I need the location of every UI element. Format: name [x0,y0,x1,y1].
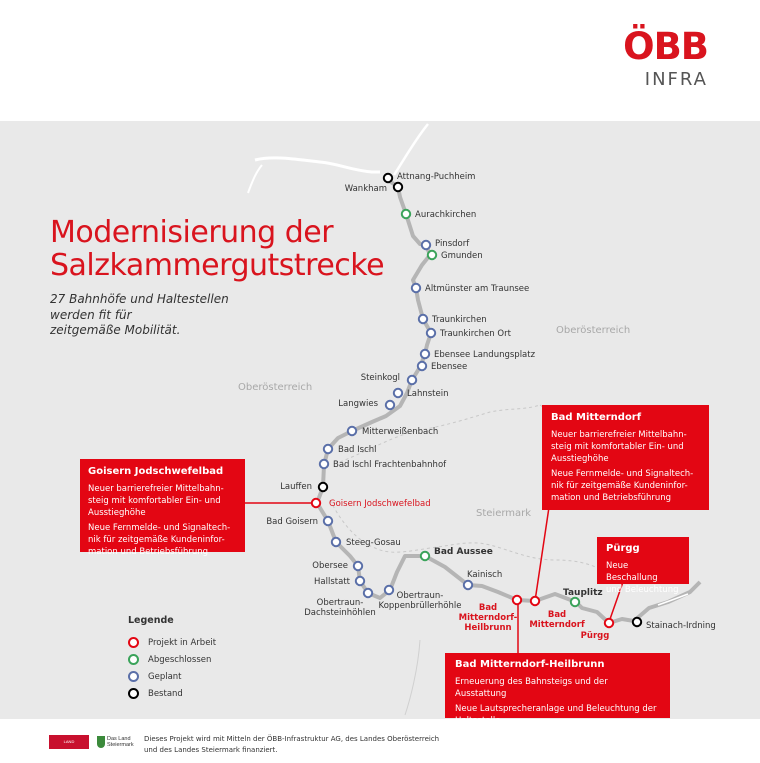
station-label: Tauplitz [563,588,603,598]
station-marker[interactable] [364,589,372,597]
land-steiermark-logo [97,736,134,748]
legend-item [128,668,216,685]
road-line [248,165,262,193]
info-box-goisern[interactable] [80,459,245,557]
funding-logos [49,735,134,758]
station-label: Mitterweißenbach [362,427,439,437]
info-box-puergg[interactable] [597,537,689,595]
station-label: Obersee [312,561,348,571]
station-marker[interactable] [428,251,436,259]
info-box-line: Neue Beschallung und Beleuchtung [606,561,679,595]
station-label: Traunkirchen [432,315,487,325]
info-box-title: Goisern Jodschwefelbad [88,466,224,477]
legend-item [128,685,216,702]
map-subtitle: 27 Bahnhöfe und Haltestellen werden fit für zeitgemäße Mobilität. [50,292,229,337]
station-marker[interactable] [421,350,429,358]
river-line [405,640,420,715]
station-marker[interactable] [385,586,393,594]
station-marker[interactable] [394,389,402,397]
info-box-line: Neue Lautsprecheranlage und Beleuchtung der Haltestelle [455,704,657,726]
road-line [394,124,428,175]
station-marker[interactable] [402,210,410,218]
info-box-title: Pürgg [606,543,640,554]
station-marker[interactable] [386,401,394,409]
station-marker[interactable] [319,483,327,491]
legend-marker [128,654,139,665]
station-label: Gmunden [441,251,483,261]
legend-label: Abgeschlossen [148,654,212,665]
station-label: Obertraun-Dachsteinhöhlen [304,598,376,618]
legend-title: Legende [128,615,174,626]
station-label: Lauffen [280,482,312,492]
station-marker[interactable] [531,597,539,605]
legend [128,615,216,702]
station-marker[interactable] [427,329,435,337]
legend-item [128,634,216,651]
region-label-oberoesterreich-west: Oberösterreich [238,382,313,393]
station-label: Attnang-Puchheim [397,172,476,182]
station-label-red: Pürgg [580,631,610,641]
station-label: Langwies [338,399,378,409]
station-label: Bad Ischl [338,445,377,455]
station-label: Kainisch [467,570,503,580]
info-box-bad-mitterndorf[interactable] [542,405,709,510]
station-label-red: Bad Mitterndorf-Heilbrunn [458,603,518,633]
legend-label: Geplant [148,671,182,682]
station-label: Wankham [344,184,387,194]
road-line [255,158,380,172]
station-marker[interactable] [412,284,420,292]
station-label: Pinsdorf [435,239,470,249]
info-box-heilbrunn[interactable] [445,653,670,726]
station-label: Goisern Jodschwefelbad [329,499,431,509]
station-marker[interactable] [513,596,521,604]
info-box-line: Neuer barrierefreier Mittelbahn- steig mit komfortabler Ein- und Ausstieghöhe [551,430,687,464]
funding-note: Dieses Projekt wird mit Mitteln der ÖBB-Infrastruktur AG, des Landes Oberösterreich und des Landes Steiermark finanziert. [144,735,440,754]
legend-marker [128,637,139,648]
station-marker[interactable] [324,445,332,453]
station-label: Altmünster am Traunsee [425,284,530,294]
info-box-line: Neuer barrierefreier Mittelbahn- steig mit komfortabler Ein- und Ausstieghöhe [88,484,224,518]
region-label-steiermark: Steiermark [476,508,532,519]
steiermark-crest-icon [97,736,105,748]
station-marker[interactable] [605,619,613,627]
station-label: Obertraun-Koppenbrüllerhöhle [378,591,462,611]
station-marker[interactable] [312,499,320,507]
station-marker[interactable] [408,376,416,384]
info-box-line: Neue Fernmelde- und Signaltech- nik für zeitgemäße Kundeninfor- mation und Betriebsführung [551,469,694,503]
steiermark-logo-text: Das Land Steiermark [107,736,134,748]
station-marker[interactable] [571,598,579,606]
station-label: Ebensee Landungsplatz [434,350,536,360]
land-ooe-logo: LAND OBERÖSTERREICH [49,735,89,749]
legend-marker [128,688,139,699]
station-marker[interactable] [418,362,426,370]
station-marker[interactable] [394,183,402,191]
station-marker[interactable] [384,174,392,182]
station-label: Bad Ischl Frachtenbahnhof [333,460,447,470]
station-marker[interactable] [332,538,340,546]
station-marker[interactable] [421,552,429,560]
station-label: Bad Aussee [434,547,493,557]
station-label: Traunkirchen Ort [440,329,511,339]
station-marker[interactable] [464,581,472,589]
station-label: Hallstatt [314,577,350,587]
info-box-line: Erneuerung des Bahnsteigs und der Ausstattung [455,677,608,699]
logo-sub: INFRA [644,69,708,90]
map-title: Modernisierung der Salzkammergutstrecke [50,215,385,283]
station-label: Steeg-Gosau [346,538,401,548]
info-box-title: Bad Mitterndorf-Heilbrunn [455,659,605,670]
legend-marker [128,671,139,682]
logo-word: ÖBB [623,25,708,68]
station-marker[interactable] [633,618,641,626]
station-marker[interactable] [419,315,427,323]
station-label: Lahnstein [407,389,449,399]
info-box-line: Neue Fernmelde- und Signaltech- nik für zeitgemäße Kundeninfor- mation und Betriebsführung [88,523,231,557]
station-marker[interactable] [320,460,328,468]
legend-label: Bestand [148,688,183,699]
station-marker[interactable] [356,577,364,585]
station-marker[interactable] [324,517,332,525]
station-label-red: Bad Mitterndorf [529,610,585,630]
station-marker[interactable] [354,562,362,570]
station-label: Aurachkirchen [415,210,477,220]
info-box-title: Bad Mitterndorf [551,412,642,423]
region-label-oberoesterreich-east: Oberösterreich [556,325,631,336]
station-label: Stainach-Irdning [646,621,716,631]
station-marker[interactable] [422,241,430,249]
station-label: Steinkogl [360,373,400,383]
station-label: Ebensee [431,362,468,372]
station-marker[interactable] [348,427,356,435]
station-label: Bad Goisern [266,517,318,527]
legend-label: Projekt in Arbeit [148,637,217,648]
legend-item [128,651,216,668]
